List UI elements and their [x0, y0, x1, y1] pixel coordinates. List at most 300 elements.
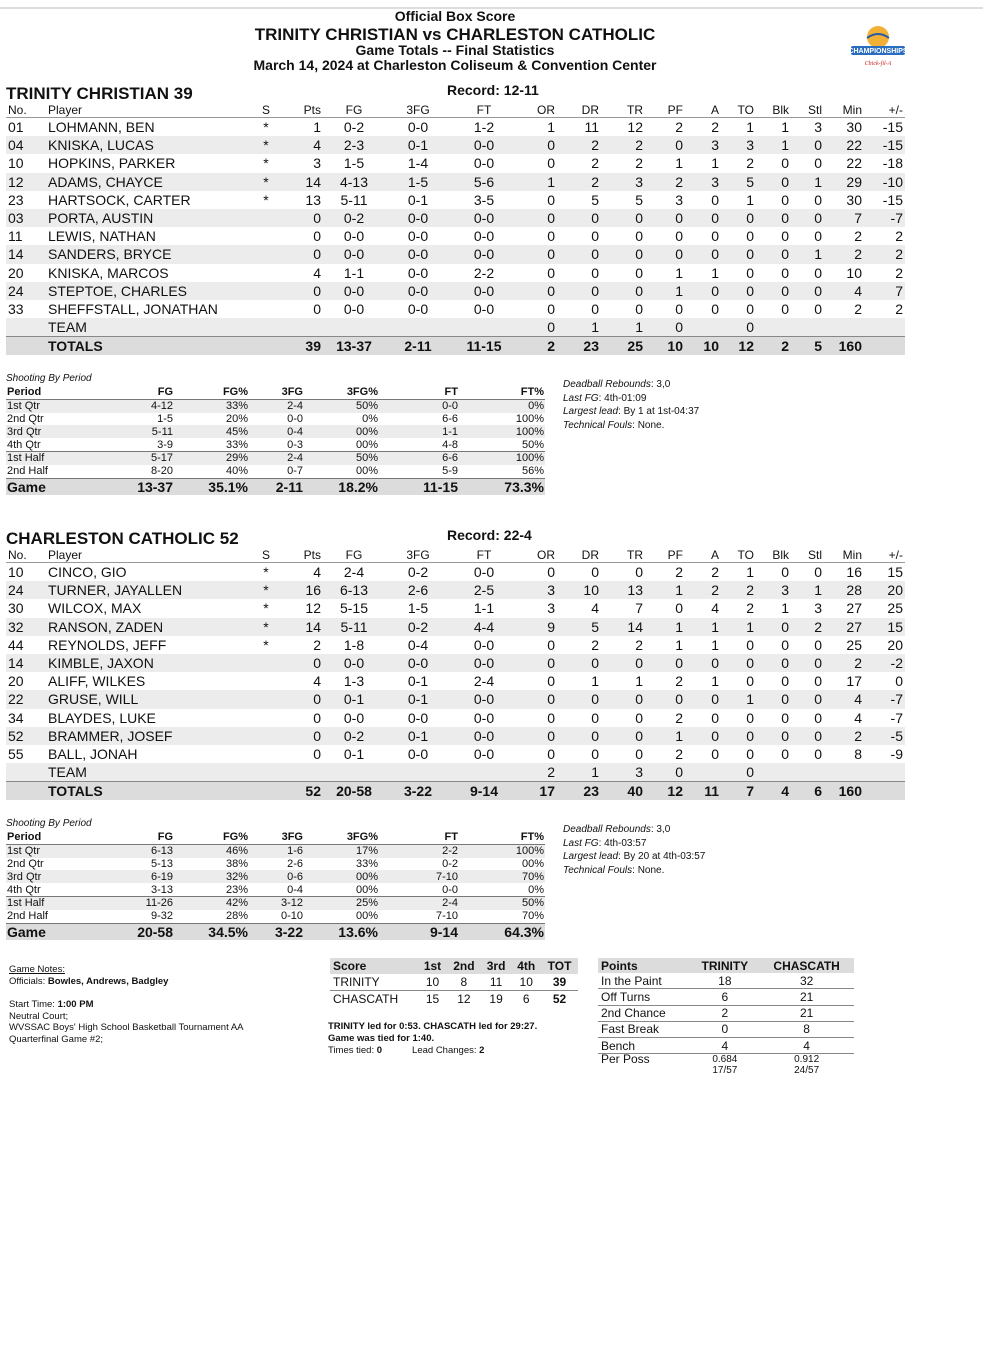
stat-cell: 1 [781, 600, 789, 617]
stat-cell: 0 [635, 745, 643, 762]
stat-cell: HARTSOCK, CARTER [48, 191, 191, 208]
stat-cell: 10 [8, 564, 24, 581]
stat-cell [685, 318, 721, 337]
shooting-cell: 40% [225, 465, 248, 478]
stat-cell: 5 [721, 173, 756, 191]
stat-cell [241, 318, 291, 337]
stat-cell: 0 [591, 745, 599, 762]
stat-cell: 0 [557, 245, 601, 263]
stat-cell: 0 [711, 709, 719, 726]
column-header: TR [601, 103, 645, 118]
stat-cell: BALL, JONAH [48, 745, 138, 762]
stat-cell [241, 690, 291, 708]
points-cell: 21 [759, 989, 854, 1005]
stat-cell [6, 763, 46, 782]
stat-cell: 0-0 [473, 745, 495, 762]
shooting-cell: 2-4 [249, 451, 304, 464]
stat-cell [791, 763, 824, 782]
stat-cell: 1 [547, 119, 555, 136]
total-cell: 20-58 [323, 782, 385, 801]
stat-cell: 1 [635, 673, 643, 690]
stat-cell: 3 [517, 581, 557, 599]
stat-cell: 0 [685, 209, 721, 227]
shooting-cell: 50% [304, 451, 379, 464]
shooting-cell: 100% [459, 844, 545, 857]
player-row [6, 618, 905, 636]
stat-cell: 1 [645, 618, 685, 636]
stat-cell: 0 [791, 727, 824, 745]
player-row [6, 581, 905, 599]
total-cell: TOTALS [46, 337, 241, 356]
stat-cell: 5 [635, 191, 643, 208]
column-header: 3FG [385, 548, 451, 563]
stat-cell: 29 [824, 173, 864, 191]
note-line: WVSSAC Boys' High School Basketball Tournament AA [9, 1022, 244, 1033]
per-poss-fraction: 24/57 [794, 1065, 820, 1077]
stat-cell: WILCOX, MAX [48, 600, 142, 617]
stat-cell: HOPKINS, PARKER [48, 155, 176, 172]
stat-cell: 0-0 [343, 709, 365, 726]
stat-cell: 2 [517, 763, 557, 782]
stat-cell: 1 [746, 119, 754, 136]
stat-cell: 0-0 [385, 209, 451, 227]
stat-cell: 27 [824, 618, 864, 636]
stat-cell: ADAMS, CHAYCE [46, 173, 241, 191]
total-cell: 40 [601, 782, 645, 801]
stat-cell: 10 [557, 581, 601, 599]
stat-cell: 0 [791, 136, 824, 154]
shooting-cell: 35.1% [174, 478, 249, 495]
stat-cell: 2-3 [323, 136, 385, 154]
shooting-cell: 2-4 [379, 896, 459, 909]
stat-cell: 1 [557, 763, 601, 782]
score-cell: 39 [541, 974, 578, 991]
stat-cell: 0 [557, 690, 601, 708]
stat-cell: 9 [517, 618, 557, 636]
stat-cell: 0 [313, 228, 321, 245]
stat-cell: 2 [675, 564, 683, 581]
doc-title: Official Box Score [394, 8, 516, 24]
stat-cell: 3 [675, 191, 683, 208]
stat-cell: 1 [601, 318, 645, 337]
stat-cell: 23 [8, 191, 24, 208]
stat-cell: 10 [8, 155, 24, 172]
stat-cell: 0 [746, 673, 754, 690]
column-header: Pts [291, 103, 323, 118]
column-header: PF [645, 548, 685, 563]
stat-cell: 2 [685, 581, 721, 599]
shooting-row [6, 870, 545, 883]
stat-cell [323, 318, 385, 337]
total-cell [241, 782, 291, 801]
column-header: Pts [291, 548, 323, 563]
column-header: Player [46, 548, 241, 563]
stat-cell: 0-0 [407, 745, 429, 762]
shooting-title: Shooting By Period [6, 373, 92, 384]
note-value: By 1 at 1st-04:37 [623, 406, 700, 417]
stat-cell: LOHMANN, BEN [48, 119, 155, 136]
column-header: 1st [418, 958, 447, 974]
stat-cell: 0-0 [473, 155, 495, 172]
stat-cell: 0 [756, 654, 791, 672]
stat-cell [864, 318, 905, 337]
stat-cell: 15 [864, 618, 905, 636]
score-cell: 11 [481, 974, 512, 991]
shooting-cell: 50% [304, 399, 379, 412]
stat-cell: 0 [781, 564, 789, 581]
stat-cell: 0 [291, 245, 323, 263]
stat-cell: 0 [895, 673, 903, 690]
stat-cell: 0 [517, 282, 557, 300]
stat-cell: 2 [635, 636, 643, 653]
stat-cell: 55 [8, 745, 24, 762]
stat-cell: 1 [756, 136, 791, 154]
shooting-cell: 64.3% [459, 923, 545, 940]
shooting-row [6, 910, 545, 923]
shooting-cell: Game [6, 923, 94, 940]
stat-cell: 2 [824, 727, 864, 745]
stat-cell: 2-2 [473, 264, 495, 281]
stat-cell: 0 [721, 209, 756, 227]
shooting-cell: 11-15 [379, 478, 459, 495]
shooting-cell: 33% [355, 857, 378, 870]
stat-cell: 1 [517, 173, 557, 191]
stat-cell: 0 [635, 709, 643, 726]
stat-cell: 0 [635, 228, 643, 245]
shooting-cell: 33% [174, 399, 249, 412]
stat-cell: 0-0 [385, 245, 451, 263]
stat-cell: 0 [547, 155, 555, 172]
stat-cell: 22 [824, 136, 864, 154]
stat-cell: 0 [721, 654, 756, 672]
shooting-cell: 3-13 [150, 883, 173, 896]
stat-cell: * [263, 600, 269, 617]
stat-cell: 0-0 [451, 136, 517, 154]
note-line: Quarterfinal Game #2; [9, 1033, 103, 1045]
stat-cell: 4-13 [323, 173, 385, 191]
team-name: TRINITY CHRISTIAN 39 [6, 84, 193, 103]
stat-cell: 13 [305, 191, 321, 208]
column-header: 3FG [249, 386, 304, 399]
note-value: 4th-03:57 [604, 837, 647, 849]
stat-cell: 0 [756, 245, 791, 263]
stat-cell: 1 [645, 727, 685, 745]
stat-cell: 24 [6, 581, 46, 599]
total-cell: 9-14 [451, 782, 517, 801]
note-value: 3,0 [656, 379, 671, 390]
column-header: FT% [459, 386, 545, 399]
stat-cell: -9 [890, 745, 903, 762]
stat-cell [685, 763, 721, 782]
column-header: FG% [174, 831, 249, 844]
stat-cell: 03 [6, 209, 46, 227]
stat-cell: 0-0 [385, 654, 451, 672]
game-notes [9, 964, 244, 1045]
stat-cell [241, 264, 291, 282]
stat-cell: 0 [685, 245, 721, 263]
header-row [6, 548, 905, 563]
stat-cell [6, 318, 46, 337]
stat-cell: 0 [814, 264, 822, 281]
shooting-cell: 1-1 [379, 425, 459, 438]
stat-cell: 0 [291, 727, 323, 745]
game-notes-title: Game Notes: [9, 964, 65, 975]
total-cell: 39 [291, 337, 323, 356]
total-cell: 11 [685, 782, 721, 801]
stat-cell: 3 [685, 136, 721, 154]
player-stats-table [6, 103, 905, 355]
stat-cell: 0 [711, 228, 719, 245]
column-header: Min [824, 548, 864, 563]
stat-cell: 0 [313, 745, 321, 762]
stat-cell: 0 [601, 690, 645, 708]
stat-cell: -7 [864, 690, 905, 708]
shooting-cell: 5-17 [94, 451, 174, 464]
stat-cell: 1 [711, 264, 719, 281]
note-line: Deadball Rebounds: 3,0 [563, 379, 671, 390]
score-cell: 8 [447, 974, 481, 991]
stat-cell: 14 [291, 618, 323, 636]
stat-cell: 22 [6, 690, 46, 708]
stat-cell: 0 [781, 709, 789, 726]
stat-cell: 25 [887, 600, 903, 617]
stat-cell: 0 [547, 709, 555, 726]
column-header: FG [94, 386, 174, 399]
stat-cell: 1-1 [473, 600, 495, 617]
stat-cell: 5-11 [340, 191, 368, 208]
stat-cell: 1-4 [407, 155, 429, 172]
stat-cell: 0 [711, 191, 719, 208]
stat-cell: 1 [313, 119, 321, 136]
shooting-cell: 73.3% [459, 478, 545, 495]
stat-cell: 0-0 [407, 228, 429, 245]
column-header: S [241, 103, 291, 118]
stat-cell: 4 [313, 564, 321, 581]
shooting-cell: 2nd Qtr [7, 857, 44, 870]
player-row [6, 264, 905, 282]
stat-cell: -15 [864, 136, 905, 154]
stat-cell: 1 [711, 636, 719, 653]
points-cell: Fast Break [598, 1021, 690, 1037]
stat-cell: 6-13 [323, 581, 385, 599]
player-stats-table [6, 548, 905, 800]
note-label: Last FG [563, 392, 599, 404]
points-cell: 18 [690, 973, 759, 989]
stat-cell: -7 [864, 209, 905, 227]
shooting-row [6, 923, 545, 940]
score-cell: TRINITY [330, 974, 418, 991]
stat-cell: 0-0 [451, 282, 517, 300]
player-row [6, 209, 905, 227]
stat-cell: 0 [721, 763, 756, 782]
stat-cell: 3 [601, 173, 645, 191]
shooting-cell: 00% [355, 438, 378, 451]
column-header: 3FG% [304, 831, 379, 844]
score-header [330, 958, 578, 974]
shooting-cell: 5-13 [150, 857, 173, 870]
stat-cell: 0 [756, 690, 791, 708]
shooting-cell: 6-19 [94, 870, 174, 883]
points-cell: 4 [759, 1037, 854, 1053]
note-label: Deadball Rebounds [563, 379, 651, 390]
stat-cell: 1 [557, 318, 601, 337]
shooting-cell: 1-5 [157, 412, 173, 425]
team-notes [563, 823, 705, 877]
stat-cell: KIMBLE, JAXON [46, 654, 241, 672]
shooting-cell: 28% [225, 910, 248, 923]
total-cell: 10 [645, 337, 685, 356]
stat-cell: 1 [711, 155, 719, 172]
shooting-cell: 2nd Half [7, 465, 48, 478]
stat-cell [756, 318, 791, 337]
column-header: Points [598, 958, 690, 973]
stat-cell: TEAM [46, 318, 241, 337]
stat-cell: 14 [6, 654, 46, 672]
column-header: OR [517, 103, 557, 118]
total-cell: 11-15 [451, 337, 517, 356]
note-label: Largest lead [563, 851, 619, 862]
stat-cell: 0 [547, 636, 555, 653]
svg-text:Chick-fil-A: Chick-fil-A [864, 61, 892, 67]
note-value: None. [637, 419, 665, 431]
shooting-cell: 6-6 [379, 451, 459, 464]
stat-cell: REYNOLDS, JEFF [48, 636, 167, 653]
stat-cell: TEAM [46, 763, 241, 782]
column-header: S [241, 548, 291, 563]
stat-cell: 0 [781, 636, 789, 653]
column-header: TOT [541, 958, 578, 974]
shooting-header [6, 386, 545, 399]
stat-cell: 0 [591, 564, 599, 581]
stat-cell: 2 [557, 173, 601, 191]
stat-cell: 2 [591, 155, 599, 172]
stat-cell: 7 [864, 282, 905, 300]
stat-cell: RANSON, ZADEN [46, 618, 241, 636]
team-record: Record: 12-11 [447, 82, 539, 98]
shooting-cell: 7-10 [379, 870, 459, 883]
stat-cell: 0 [291, 209, 323, 227]
stat-cell: 0 [601, 209, 645, 227]
stat-cell: 5 [591, 191, 599, 208]
stat-cell: * [241, 618, 291, 636]
stat-cell: 0 [547, 191, 555, 208]
total-cell: 2-11 [385, 337, 451, 356]
times-tied: 0 [376, 1045, 383, 1056]
stat-cell: 32 [6, 618, 46, 636]
stat-cell: 1-8 [343, 636, 365, 653]
shooting-cell: 0-0 [442, 883, 458, 896]
stat-cell: 1-5 [407, 600, 429, 617]
stat-cell: 0-0 [473, 636, 495, 653]
total-cell: 160 [824, 337, 864, 356]
stat-cell: 0 [756, 209, 791, 227]
stat-cell: 14 [6, 245, 46, 263]
stat-cell: 2 [711, 119, 719, 136]
stat-cell: 16 [846, 564, 862, 581]
shooting-cell: Game [6, 478, 94, 495]
stat-cell: 0 [645, 318, 685, 337]
points-row [598, 1021, 854, 1037]
stat-cell [291, 318, 323, 337]
column-header: No. [6, 548, 46, 563]
stat-cell: 0 [685, 727, 721, 745]
stat-cell [241, 245, 291, 263]
column-header: 3FG% [304, 386, 379, 399]
shooting-cell: 0-0 [379, 399, 459, 412]
stat-cell [241, 709, 291, 727]
total-cell [6, 782, 46, 801]
shooting-cell: 3rd Qtr [6, 870, 94, 883]
stat-cell: 2-4 [343, 564, 365, 581]
stat-cell: 0 [791, 690, 824, 708]
stat-cell: 2 [557, 136, 601, 154]
stat-cell: 0-1 [343, 745, 365, 762]
total-cell: 2 [517, 337, 557, 356]
officials: Bowles, Andrews, Badgley [47, 975, 169, 987]
stat-cell: 30 [8, 600, 24, 617]
shooting-row [6, 413, 545, 426]
stat-cell: 0-0 [473, 564, 495, 581]
date-venue: March 14, 2024 at Charleston Coliseum & Convention Center [253, 57, 657, 73]
shooting-cell: 00% [521, 857, 544, 870]
column-header: 3FG [385, 103, 451, 118]
shooting-row [6, 478, 545, 495]
stat-cell [323, 763, 385, 782]
stat-cell: 4-4 [451, 618, 517, 636]
column-header: FG% [174, 386, 249, 399]
score-cell: 6 [522, 992, 530, 1006]
shooting-cell: 0-0 [287, 412, 303, 425]
total-cell: 5 [791, 337, 824, 356]
total-cell: 6 [791, 782, 824, 801]
shooting-cell: 0-7 [287, 465, 303, 478]
stat-cell: 3 [685, 173, 721, 191]
stat-cell: 0 [675, 600, 683, 617]
stat-cell: * [263, 119, 269, 136]
shooting-cell: 70% [459, 870, 545, 883]
stat-cell: 2 [675, 709, 683, 726]
shooting-cell: 4-12 [94, 399, 174, 412]
stat-cell: 27 [846, 600, 862, 617]
score-cell: 10 [418, 974, 447, 991]
shooting-cell: 50% [521, 438, 544, 451]
per-poss-cell [690, 1054, 759, 1077]
shooting-row [6, 425, 545, 438]
stat-cell: 2 [635, 155, 643, 172]
stat-cell: 2 [601, 136, 645, 154]
total-cell: 7 [721, 782, 756, 801]
per-poss-cell [759, 1054, 854, 1077]
stat-cell: 2-4 [473, 673, 495, 690]
note-line: Neutral Court; [9, 1010, 69, 1022]
column-header: OR [517, 548, 557, 563]
player-row [6, 318, 905, 337]
column-header: 3rd [481, 958, 512, 974]
stat-cell: 0 [711, 745, 719, 762]
stat-cell: 20 [8, 673, 24, 690]
total-cell: 23 [557, 782, 601, 801]
stat-cell: 2 [675, 745, 683, 762]
stat-cell: 2 [746, 600, 754, 617]
stat-cell: 2 [711, 564, 719, 581]
stat-cell: BLAYDES, LUKE [48, 709, 156, 726]
shooting-cell: 00% [304, 425, 379, 438]
stat-cell: 44 [8, 636, 24, 653]
stat-cell: 30 [846, 191, 862, 208]
shooting-cell: 100% [515, 412, 544, 425]
stat-cell: 1 [685, 618, 721, 636]
shooting-cell: 18.2% [304, 478, 379, 495]
